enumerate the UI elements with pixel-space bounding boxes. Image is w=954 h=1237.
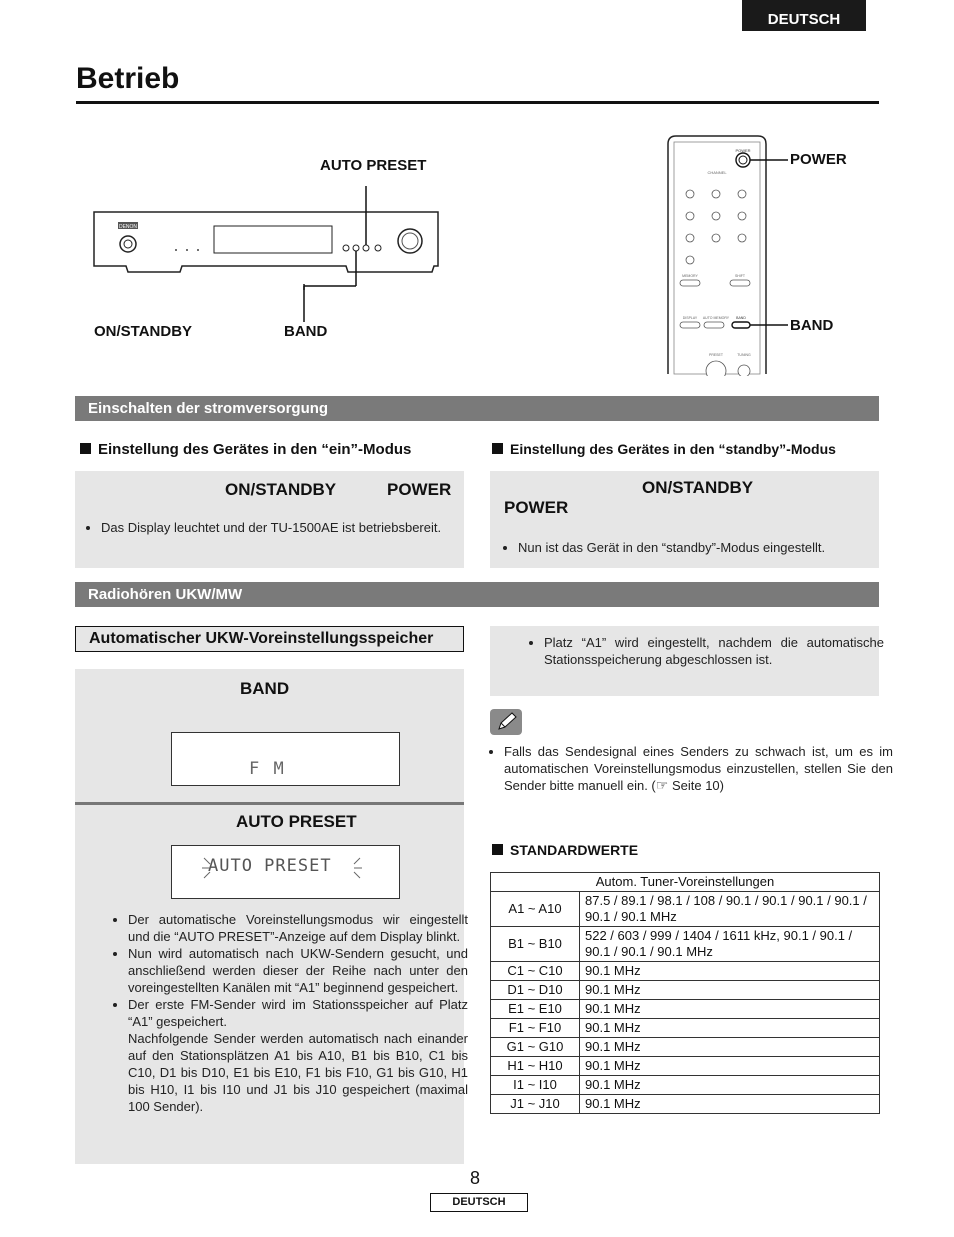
table-row (491, 1076, 880, 1095)
svg-text:DENON: DENON (118, 224, 138, 230)
pencil-note-icon (490, 709, 522, 735)
page-title: Betrieb (76, 62, 180, 95)
standby-mode-panel (490, 471, 879, 568)
list-item: • Nun wird automatisch nach UKW-Sendern gesucht, und anschließend werden dieser der Reihe nach unter den voreingestellten Kanälen mit “A1” beginnend gespeichert. (128, 945, 468, 996)
table-cell: E1 ~ E10 (491, 1000, 580, 1019)
section-bar-radio: Radiohören UKW/MW (75, 582, 879, 607)
preset-result-panel (490, 626, 884, 696)
svg-text:MEMORY: MEMORY (682, 274, 698, 278)
standard-values-heading: STANDARDWERTE (492, 842, 638, 858)
table-cell: 90.1 MHz (580, 1000, 880, 1019)
front-display (214, 226, 332, 253)
table-row (491, 1038, 880, 1057)
blink-marks-icon (202, 852, 362, 884)
table-header-row (491, 873, 880, 892)
bullet-continuation: Nachfolgende Sender werden automatisch nach einander auf den Stationsplätzen A1 bis A10, B1 bis B10, C1 bis C10, D1 bis D10, E1 bis E10, F1 bis F10, G1 bis G10, H1 bis H10, I1 bis I10 und J1 bis J10 gespeichert (maximal 100 Sender). (128, 1031, 468, 1114)
footer-language-tab: DEUTSCH (430, 1193, 528, 1212)
table-cell: D1 ~ D10 (491, 981, 580, 1000)
table-row (491, 981, 880, 1000)
table-row (491, 927, 880, 962)
table-cell: 90.1 MHz (580, 981, 880, 1000)
on-standby-key-label: ON/STANDBY (225, 480, 337, 499)
remote-leader-lines (774, 150, 794, 330)
svg-text:PRESET: PRESET (708, 353, 724, 357)
remote-control-illustration (664, 134, 774, 376)
square-bullet-icon (492, 443, 503, 454)
band-callout: BAND (284, 323, 328, 340)
svg-text:BAND: BAND (736, 316, 746, 320)
auto-preset-callout: AUTO PRESET (320, 157, 427, 174)
table-cell: J1 ~ J10 (491, 1095, 580, 1114)
table-cell: 90.1 MHz (580, 1057, 880, 1076)
table-row (491, 892, 880, 927)
auto-preset-heading: Automatischer UKW-Voreinstellungsspeicher (75, 626, 464, 652)
hand-pointer-icon: ☞ (655, 777, 669, 793)
table-cell: 90.1 MHz (580, 1019, 880, 1038)
svg-text:TUNING: TUNING (737, 353, 751, 357)
table-cell: 90.1 MHz (580, 1095, 880, 1114)
on-standby-key-label: ON/STANDBY (642, 478, 754, 497)
on-mode-heading: Einstellung des Gerätes in den “ein”-Modus (80, 441, 411, 458)
remote-band-callout: BAND (790, 317, 834, 334)
standby-mode-bullets: • Nun ist das Gerät in den “standby”-Modus eingestellt. (504, 539, 882, 556)
square-bullet-icon (80, 443, 91, 454)
step-auto-preset-panel (75, 805, 468, 1164)
preset-result-bullets: • Platz “A1” wird eingestellt, nachdem die automatische Stationsspeicherung abgeschlossen ist. (530, 634, 884, 668)
fm-display (171, 732, 400, 786)
table-row (491, 1019, 880, 1038)
list-item: • Falls das Sendesignal eines Senders zu schwach ist, um es im automatischen Voreinstellungsmodus einzustellen, stellen Sie den Sender bitte manuell ein. (☞ Seite 10) (504, 743, 893, 794)
table-cell: B1 ~ B10 (491, 927, 580, 962)
auto-preset-bullets (114, 911, 468, 1115)
band-key-label: BAND (240, 679, 290, 698)
auto-preset-key-label: AUTO PRESET (236, 812, 357, 831)
note-bullets (490, 743, 893, 794)
fm-display-text: F M (249, 759, 286, 779)
title-rule (76, 101, 879, 104)
on-mode-panel (75, 471, 464, 568)
remote-band-button (732, 322, 750, 328)
table-row (491, 1000, 880, 1019)
step-band-panel (75, 669, 464, 802)
on-standby-callout: ON/STANDBY (94, 323, 193, 340)
list-item: • Der automatische Voreinstellungsmodus wir eingestellt und die “AUTO PRESET”-Anzeige auf dem Display blinkt. (128, 911, 468, 945)
table-cell: 87.5 / 89.1 / 98.1 / 108 / 90.1 / 90.1 / 90.1 / 90.1 / 90.1 / 90.1 MHz (580, 892, 880, 927)
table-cell: 90.1 MHz (580, 962, 880, 981)
table-cell: I1 ~ I10 (491, 1076, 580, 1095)
section-bar-power-supply: Einschalten der stromversorgung (75, 396, 879, 421)
power-key-label: POWER (387, 480, 452, 499)
table-cell: H1 ~ H10 (491, 1057, 580, 1076)
svg-text:DISPLAY: DISPLAY (682, 316, 698, 320)
page-number: 8 (470, 1168, 481, 1188)
table-cell: C1 ~ C10 (491, 962, 580, 981)
power-key-label: POWER (504, 498, 569, 517)
standby-mode-heading: Einstellung des Gerätes in den “standby”-Modus (492, 441, 836, 457)
table-cell: 522 / 603 / 999 / 1404 / 1611 kHz, 90.1 / 90.1 / 90.1 / 90.1 / 90.1 MHz (580, 927, 880, 962)
auto-preset-display-text: AUTO PRESET (208, 856, 332, 876)
svg-text:AUTO MEMORY: AUTO MEMORY (702, 316, 730, 320)
table-cell: A1 ~ A10 (491, 892, 580, 927)
svg-text:POWER: POWER (735, 148, 751, 153)
table-row (491, 1095, 880, 1114)
square-bullet-icon (492, 844, 503, 855)
language-tab: DEUTSCH (742, 0, 866, 31)
list-item: • Der erste FM-Sender wird im Stationsspeicher auf Platz “A1” gespeichert. Nachfolgende Sender werden automatisch nach einander auf den Stationsplätzen A1 bis A10, B1 bis B10, C1 bis C10, D1 bis D10, E1 bis E10, F1 bis F10, G1 bis G10, H1 bis H10, I1 bis I10 und J1 bis J10 gespeichert (maximal 100 Sender). (128, 996, 468, 1115)
band-leader-line (300, 284, 310, 324)
auto-preset-display (171, 845, 400, 899)
tuner-device-illustration (90, 180, 450, 290)
on-mode-bullets: • Das Display leuchtet und der TU-1500AE ist betriebsbereit. (87, 519, 465, 536)
table-cell: G1 ~ G10 (491, 1038, 580, 1057)
standard-values-table (490, 872, 880, 1114)
svg-text:SHIFT: SHIFT (734, 274, 746, 278)
remote-power-callout: POWER (790, 151, 847, 168)
table-cell: 90.1 MHz (580, 1076, 880, 1095)
table-cell: 90.1 MHz (580, 1038, 880, 1057)
table-row (491, 1057, 880, 1076)
svg-text:CHANNEL: CHANNEL (707, 170, 727, 175)
table-header-cell: Autom. Tuner-Voreinstellungen (491, 873, 880, 892)
table-row (491, 962, 880, 981)
table-cell: F1 ~ F10 (491, 1019, 580, 1038)
